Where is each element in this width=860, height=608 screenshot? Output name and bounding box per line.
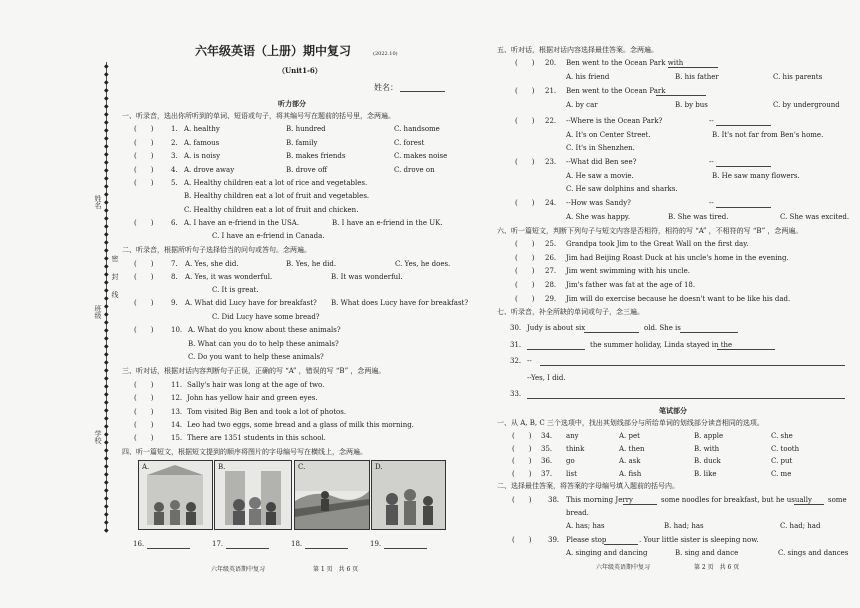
option-a: A. famous	[184, 138, 220, 147]
binding-diamond-icon: ◆	[104, 319, 109, 326]
q30-blank-1[interactable]	[584, 332, 639, 333]
exam-date: (2022.10)	[373, 51, 398, 57]
option-c: C. she	[771, 432, 793, 440]
answer-bracket[interactable]: ( )	[134, 407, 154, 416]
q7-option-a: A. Yes, she did.	[185, 260, 239, 268]
q23-reply-dash: --	[709, 158, 714, 166]
q9-option-b: B. What does Lucy have for breakfast?	[331, 299, 469, 307]
statement: Grandpa took Jim to the Great Wall on the first day.	[566, 240, 749, 248]
binding-diamond-icon: ◆	[104, 215, 109, 222]
question-number: 35.	[541, 444, 553, 453]
q31-blank-1[interactable]	[527, 349, 585, 350]
option-c: C. by underground	[773, 101, 840, 109]
binding-diamond-icon: ◆	[104, 335, 109, 342]
picture-c-label: C.	[298, 463, 306, 471]
q10-option-b: B. What can you do to help these animals?	[188, 340, 339, 348]
binding-diamond-icon: ◆	[104, 111, 109, 118]
question-number: 20.	[545, 59, 557, 67]
writing-heading: 笔试部分	[659, 406, 687, 415]
q6-number: 6.	[171, 219, 178, 227]
picture-d-label: D.	[375, 463, 383, 471]
q39-option-b: B. sing and dance	[675, 549, 739, 557]
question-number: 13.	[171, 407, 183, 416]
footer-left-page: 第 1 页 共 6 页	[313, 566, 359, 573]
answer-bracket[interactable]: ( )	[515, 253, 535, 262]
option-b: B. family	[286, 138, 318, 147]
q38-option-b: B. had; has	[664, 522, 704, 530]
option-a: A. by car	[566, 101, 598, 109]
answer-bracket[interactable]: ( )	[134, 152, 154, 160]
option-a: A. drove away	[184, 165, 235, 174]
binding-diamond-icon: ◆	[104, 511, 109, 518]
binding-diamond-icon: ◆	[104, 255, 109, 262]
exam-sheet: 姓名 班级 学校 密 封 线 六年级英语（上册）期中复习 (2022.10) （Unit1-6） 姓名： 听力部分 一、听录音，选出你所听到的单词、短语或句子，将其编号写在题前的括号里，念两遍。 ( ) 5. A. Healthy children eat a lot of rice and vegetables. B. Healthy children eat a lot of fruit and vegetables. C. Healthy children eat a lot of fruit and chicken. ( ) 6. A. I have an e-friend in the USA. B. I have an e-friend in the UK. C. I have an e-friend in Canada. 二、听录音，根据所听句子选择恰当的问句或答句。念两遍。 ( ) 7. A. Yes, she did. B. Yes, he did. C. Yes, he does. ( ) 8. A. Yes, it was wonderful. B. It was wonderful. C. It is great. ( ) 9. A. What did Lucy have for breakfast? B. What does Lucy have for breakfast? C. Did Lucy have some bread? ( ) 10. A. What do you know about these animals? B. What can you do to help these animals? C. Do you want to help these animals? 三、听对话，根据对话内容判断句子正误，正确的写 “A” ，错误的写 “B” ，念两遍。 四、听一篇短文，根据短文提到的顺序将图片的字母编号写在横线上，念两遍。 A. B. C. D. 六年级英语期中复习 第 1 页 共 6 页 五、听对话，根据对话内容选择最佳答案。念两遍。 ( ) 22. --Where is the Ocean Park? -- A. It's on Center Street. B. It's not far from Ben's home. C. It's in Shenzhen. ( ) 23. --What did Ben see? -- A. He saw a movie. B. He saw many flowers. C. He saw dolphins and sharks. ( ) 24. --How was Sandy? -- A. She was happy. B. She was tired. C. She was excited. 六、听一篇短文，判断下列句子与短文内容是否相符，相符的写 “A” ，不相符的写 “B” ，念两遍。 七、听录音，补全所缺的单词或句子，念三遍。 30. Judy is about six old. She is 31. the summer holiday, Linda stayed in the 32. -- --Yes, I did. 33. 笔试部分 一、从 A, B, C 三个选项中，找出其划线部分与所给单词的划线部分读音相同的选项。 二、选择最佳答案，将答案的字母编号填入题前的括号内。 ( ) 38. This morning Jerry some noodles for breakfast, but he usually some bread. A. has; has B. had; has C. had; had ( ) 39. Please stop . Your little sister is sleeping now. A. singing and dancing B. sing and dance C. sings and dances 六年级英语期中复习 第 2 页 共 6 页 ◆ ◆ ◆ ◆ ◆ ◆ ◆ ◆ ◆ ◆ ◆ ◆ ◆ ◆ ◆ ◆ ◆ ◆ ◆ ◆ ◆ ◆ ◆ ◆ ◆ ◆ ◆ ◆ ◆ ◆ ◆ ◆ ◆ ◆ ◆ ◆ ◆ ◆ ◆ ◆ ◆ ◆ ◆ ◆ ◆ ◆ ◆ ◆ ◆ ◆ ◆ ◆ ◆ ◆ ◆ ◆ ◆ ◆ ◆ ( ) 1. A. healthy B. hundred C. handsome ( ) 2. A. famous B. family C. forest ( ) 3. A. is noisy B. makes friends C. makes noise ( ) 4. A. drove away B. drove off C. drove on ( ) 11. Sally's hair was long at the age of two. ( ) 12. John has yellow hair and green eyes. ( ) 13. Tom visited Big Ben and took a lot of photos. ( ) 14. Leo had two eggs, some bread and a glass of milk this morning. ( ) 15. There are 1351 students in this school. 16. 17. 18. 19. ( ) 20. Ben went to the Ocean Park with A. his friend B. his father C. his parents ( ) 21. Ben went to the Ocean Park A. by car B. by bus C. by underground ( ) 25. Grandpa took Jim to the Great Wall on the first day. ( ) 26. Jim had Beijing Roast Duck at his uncle's home in the evening. ( ) 27. Jim went swimming with his uncle. ( ) 28. Jim's father was fat at the age of 18. ( ) 29. Jim will do exercise because he doesn't want to be like his dad. ( ) 34. any A. pet B. apple C. she ( ) 35. think A. then B. with C. tooth ( ) 36. go A. ask B. duck C. put ( ) 37. list A. fish B. like C. me	[0, 0, 860, 608]
q6-option-b: B. I have an e-friend in the UK.	[332, 219, 443, 227]
answer-bracket[interactable]: ( )	[512, 457, 532, 465]
q31-number: 31.	[510, 341, 522, 349]
option-b: B. makes friends	[286, 152, 346, 160]
binding-diamond-icon: ◆	[104, 239, 109, 246]
q38-number: 38.	[548, 496, 560, 504]
option-a: A. is noisy	[184, 152, 221, 160]
q22-option-a: A. It's on Center Street.	[566, 131, 651, 139]
q5-option-b: B. Healthy children eat a lot of fruit and vegetables.	[184, 192, 370, 200]
question-number: 11.	[171, 381, 183, 389]
answer-bracket[interactable]: ( )	[515, 59, 535, 67]
q32-blank[interactable]	[540, 365, 845, 366]
answer-bracket[interactable]: ( )	[515, 267, 535, 276]
binding-diamond-icon: ◆	[104, 151, 109, 158]
section-1-heading: 一、听录音，选出你所听到的单词、短语或句子，将其编号写在题前的括号里，念两遍。	[122, 112, 395, 120]
q8-option-a: A. Yes, it was wonderful.	[185, 273, 273, 281]
picture-c-great-wall	[294, 460, 370, 530]
q39-text-2: . Your little sister is sleeping now.	[639, 536, 759, 544]
question-number: 28.	[545, 281, 557, 290]
q31-blank-2[interactable]	[717, 349, 775, 350]
binding-diamond-icon: ◆	[104, 303, 109, 310]
answer-bracket[interactable]: ( )	[134, 434, 154, 443]
picture-b-family-tower	[214, 460, 292, 530]
q30-text-2: old. She is	[644, 324, 681, 332]
unit-range: （Unit1-6）	[278, 66, 322, 75]
q31-text: the summer holiday, Linda stayed in the	[590, 341, 733, 349]
binding-diamond-icon: ◆	[104, 71, 109, 78]
binding-diamond-icon: ◆	[104, 127, 109, 134]
q24-option-b: B. She was tired.	[668, 213, 729, 221]
question-number: 12.	[171, 394, 183, 403]
given-word: go	[566, 457, 575, 465]
binding-diamond-icon: ◆	[104, 63, 109, 70]
binding-diamond-icon: ◆	[104, 167, 109, 174]
sidebar-name-label: 姓名	[94, 195, 102, 209]
binding-diamond-icon: ◆	[104, 191, 109, 198]
statement: John has yellow hair and green eyes.	[187, 394, 318, 403]
q24-option-a: A. She was happy.	[566, 213, 631, 221]
binding-diamond-icon: ◆	[104, 431, 109, 438]
question-text: Ben went to the Ocean Park	[566, 87, 666, 95]
answer-bracket[interactable]: ( )	[515, 240, 535, 248]
question-number: 4.	[171, 165, 178, 174]
question-number: 26.	[545, 253, 557, 262]
q23-answer-line[interactable]	[716, 166, 771, 167]
footer-right-title: 六年级英语期中复习	[596, 564, 651, 571]
binding-diamond-icon: ◆	[104, 327, 109, 334]
q23-option-b: B. He saw many flowers.	[712, 172, 800, 180]
question-number: 2.	[171, 138, 178, 147]
q8-option-c: C. It is great.	[212, 286, 259, 294]
answer-bracket[interactable]: ( )	[515, 87, 535, 95]
q24-number: 24.	[545, 199, 557, 207]
answer-line[interactable]	[656, 95, 706, 96]
statement: There are 1351 students in this school.	[187, 434, 326, 443]
option-a: A. pet	[619, 432, 640, 440]
statement: Jim will do exercise because he doesn't want to be like his dad.	[566, 294, 791, 303]
given-word: any	[566, 432, 579, 440]
section-6-heading: 六、听一篇短文，判断下列句子与短文内容是否相符，相符的写 “A” ，不相符的写 “B” ，念两遍。	[497, 227, 803, 235]
option-b: B. like	[694, 469, 717, 478]
q23-option-c: C. He saw dolphins and sharks.	[566, 185, 678, 193]
option-a: A. fish	[619, 469, 642, 478]
section-5-heading: 五、听对话，根据对话内容选择最佳答案。念两遍。	[497, 46, 658, 54]
statement: Sally's hair was long at the age of two.	[187, 381, 325, 389]
picture-d-family-sightseeing	[371, 460, 446, 530]
option-c: C. put	[771, 457, 793, 465]
option-b: B. duck	[694, 457, 721, 465]
answer-bracket[interactable]: ( )	[134, 394, 154, 403]
q30-blank-2[interactable]	[680, 332, 738, 333]
binding-diamond-icon: ◆	[104, 311, 109, 318]
q7-number: 7.	[171, 260, 178, 268]
statement: Tom visited Big Ben and took a lot of photos.	[187, 407, 347, 416]
option-a: A. ask	[619, 457, 641, 465]
given-word: think	[566, 444, 585, 453]
section-2-heading: 二、听录音，根据所听句子选择恰当的问句或答句。念两遍。	[122, 246, 311, 254]
picture-b-label: B.	[218, 463, 226, 471]
order-number: 18.	[291, 540, 303, 548]
binding-diamond-icon: ◆	[104, 223, 109, 230]
option-b: B. drove off	[286, 165, 328, 174]
binding-diamond-icon: ◆	[104, 159, 109, 166]
order-number: 19.	[370, 540, 382, 548]
q39-option-c: C. sings and dances	[778, 549, 849, 557]
binding-diamond-icon: ◆	[104, 247, 109, 254]
q9-number: 9.	[171, 299, 178, 307]
q22-option-b: B. It's not far from Ben's home.	[712, 131, 824, 139]
q7-option-b: B. Yes, he did.	[286, 260, 337, 268]
question-text: Ben went to the Ocean Park with	[566, 59, 684, 67]
option-b: B. his father	[675, 73, 719, 81]
binding-diamond-icon: ◆	[104, 383, 109, 390]
binding-diamond-icon: ◆	[104, 415, 109, 422]
q6-option-c: C. I have an e-friend in Canada.	[212, 232, 325, 240]
binding-diamond-icon: ◆	[104, 279, 109, 286]
q32-reply: --Yes, I did.	[527, 374, 566, 382]
q24-answer-line[interactable]	[716, 207, 771, 208]
binding-diamond-icon: ◆	[104, 87, 109, 94]
writing-section-2-heading: 二、选择最佳答案，将答案的字母编号填入题前的括号内。	[497, 482, 679, 490]
q10-option-a: A. What do you know about these animals?	[188, 326, 341, 334]
footer-right-page: 第 2 页 共 6 页	[694, 564, 740, 571]
binding-diamond-icon: ◆	[104, 199, 109, 206]
binding-diamond-icon: ◆	[104, 407, 109, 414]
binding-diamond-icon: ◆	[104, 135, 109, 142]
picture-a-illustration	[139, 461, 212, 529]
q38-option-a: A. has; has	[566, 522, 605, 530]
q32-number: 32.	[510, 357, 522, 365]
q30-text-1: Judy is about six	[527, 324, 586, 332]
binding-diamond-icon: ◆	[104, 495, 109, 502]
option-c: C. forest	[394, 138, 425, 147]
question-number: 36.	[541, 457, 553, 465]
binding-diamond-icon: ◆	[104, 287, 109, 294]
binding-diamond-icon: ◆	[104, 471, 109, 478]
q6-option-a: A. I have an e-friend in the USA.	[184, 219, 300, 227]
q39-option-a: A. singing and dancing	[566, 549, 648, 557]
q9-option-c: C. Did Lucy have some bread?	[212, 313, 320, 321]
order-blank[interactable]	[305, 548, 348, 549]
q38-text-2: some noodles for breakfast, but he usually	[661, 496, 812, 504]
binding-diamond-icon: ◆	[104, 183, 109, 190]
option-b: B. hundred	[286, 125, 326, 133]
option-c: C. tooth	[771, 444, 800, 453]
q7-option-c: C. Yes, he does.	[395, 260, 451, 268]
binding-diamond-icon: ◆	[104, 503, 109, 510]
q38-text-3: some	[828, 496, 847, 504]
q39-number: 39.	[548, 536, 560, 544]
q38-option-c: C. had; had	[780, 522, 821, 530]
q22-answer-line[interactable]	[716, 125, 771, 126]
binding-diamond-icon: ◆	[104, 447, 109, 454]
question-number: 27.	[545, 267, 557, 276]
binding-diamond-icon: ◆	[104, 103, 109, 110]
answer-bracket[interactable]: ( )	[515, 281, 535, 290]
sidebar-class-label: 班级	[94, 305, 102, 319]
answer-bracket[interactable]: ( )	[515, 294, 535, 303]
binding-diamond-icon: ◆	[104, 231, 109, 238]
q39-blank[interactable]	[604, 544, 638, 545]
picture-a-church-people	[138, 460, 213, 530]
binding-diamond-icon: ◆	[104, 527, 109, 534]
sidebar-school-label: 学校	[94, 430, 102, 444]
answer-bracket[interactable]: ( )	[134, 125, 154, 133]
binding-diamond-icon: ◆	[104, 119, 109, 126]
q23-number: 23.	[545, 158, 557, 166]
q32-dash: --	[527, 357, 532, 365]
q38-text-4: bread.	[566, 509, 589, 517]
answer-bracket[interactable]: ( )	[134, 138, 154, 147]
name-field[interactable]	[400, 91, 445, 92]
q23-question: --What did Ben see?	[566, 158, 637, 166]
q10-option-c: C. Do you want to help these animals?	[188, 353, 324, 361]
binding-diamond-icon: ◆	[104, 271, 109, 278]
q33-number: 33.	[510, 390, 522, 398]
q38-blank-2[interactable]	[794, 504, 824, 505]
footer-left-title: 六年级英语期中复习	[211, 566, 266, 573]
question-number: 29.	[545, 294, 557, 303]
statement: Leo had two eggs, some bread and a glass of milk this morning.	[187, 420, 414, 429]
binding-diamond-icon: ◆	[104, 143, 109, 150]
q22-number: 22.	[545, 117, 557, 125]
binding-diamond-icon: ◆	[104, 439, 109, 446]
question-number: 14.	[171, 420, 183, 429]
binding-diamond-icon: ◆	[104, 487, 109, 494]
statement: Jim had Beijing Roast Duck at his uncle's home in the evening.	[566, 253, 789, 262]
option-c: C. handsome	[394, 125, 440, 133]
section-7-heading: 七、听录音，补全所缺的单词或句子，念三遍。	[497, 308, 644, 316]
question-number: 3.	[171, 152, 178, 160]
picture-d-illustration	[372, 461, 445, 529]
page-title: 六年级英语（上册）期中复习	[195, 44, 352, 58]
order-number: 17.	[212, 540, 224, 548]
q23-option-a: A. He saw a movie.	[566, 172, 634, 180]
question-number: 34.	[541, 432, 553, 440]
binding-diamond-icon: ◆	[104, 519, 109, 526]
binding-diamond-icon: ◆	[104, 95, 109, 102]
answer-bracket[interactable]: ( )	[512, 444, 532, 453]
binding-diamond-icon: ◆	[104, 295, 109, 302]
statement: Jim's father was fat at the age of 18.	[566, 281, 696, 290]
answer-bracket[interactable]: ( )	[134, 165, 154, 174]
option-a: A. his friend	[566, 73, 610, 81]
binding-diamond-icon: ◆	[104, 375, 109, 382]
answer-bracket[interactable]: ( )	[134, 420, 154, 429]
binding-diamond-icon: ◆	[104, 207, 109, 214]
binding-diamond-icon: ◆	[104, 463, 109, 470]
question-number: 15.	[171, 434, 183, 443]
q24-question: --How was Sandy?	[566, 199, 631, 207]
q5-number: 5.	[171, 179, 178, 187]
statement: Jim went swimming with his uncle.	[566, 267, 691, 276]
q9-option-a: A. What did Lucy have for breakfast?	[185, 299, 317, 307]
binding-diamond-icon: ◆	[104, 479, 109, 486]
q22-question: --Where is the Ocean Park?	[566, 117, 663, 125]
option-c: C. his parents	[773, 73, 823, 81]
picture-a-label: A.	[142, 463, 150, 471]
q33-blank[interactable]	[527, 398, 845, 399]
order-number: 16.	[133, 540, 145, 548]
q24-reply-dash: --	[709, 199, 714, 207]
option-a: A. healthy	[184, 125, 220, 133]
option-c: C. makes noise	[394, 152, 448, 160]
binding-diamond-icon: ◆	[104, 391, 109, 398]
q30-number: 30.	[510, 324, 522, 332]
answer-bracket[interactable]: ( )	[512, 469, 532, 478]
q8-number: 8.	[171, 273, 178, 281]
answer-bracket[interactable]: ( )	[134, 381, 154, 389]
binding-diamond-icon: ◆	[104, 423, 109, 430]
answer-line[interactable]	[668, 67, 718, 68]
binding-diamond-icon: ◆	[104, 343, 109, 350]
section-3-heading: 三、听对话，根据对话内容判断句子正误，正确的写 “A” ，错误的写 “B” ，念两遍。	[122, 367, 386, 375]
option-b: B. with	[694, 444, 720, 453]
binding-diamond-icon: ◆	[104, 455, 109, 462]
q22-option-c: C. It's in Shenzhen.	[566, 144, 635, 152]
question-number: 37.	[541, 469, 553, 478]
binding-diamond-icon: ◆	[104, 367, 109, 374]
binding-diamond-icon: ◆	[104, 351, 109, 358]
question-number: 1.	[171, 125, 178, 133]
question-number: 21.	[545, 87, 557, 95]
binding-diamond-icon: ◆	[104, 175, 109, 182]
answer-bracket[interactable]: ( )	[512, 432, 532, 440]
q38-text-1: This morning Jerry	[566, 496, 633, 504]
listening-heading: 听力部分	[278, 99, 306, 108]
section-4-heading: 四、听一篇短文，根据短文提到的顺序将图片的字母编号写在横线上，念两遍。	[122, 448, 367, 456]
q8-option-b: B. It was wonderful.	[331, 273, 403, 281]
given-word: list	[566, 469, 577, 478]
binding-diamond-icon: ◆	[104, 359, 109, 366]
q5-option-a: A. Healthy children eat a lot of rice and vegetables.	[184, 179, 368, 187]
sidebar-seal-label: 密 封 线	[111, 255, 119, 300]
order-blank[interactable]	[147, 548, 190, 549]
option-b: B. apple	[694, 432, 724, 440]
q22-reply-dash: --	[709, 117, 714, 125]
q39-text-1: Please stop	[566, 536, 607, 544]
option-c: C. drove on	[394, 165, 435, 174]
order-blank[interactable]	[384, 548, 427, 549]
option-b: B. by bus	[675, 101, 708, 109]
q24-option-c: C. She was excited.	[780, 213, 850, 221]
writing-section-1-heading: 一、从 A, B, C 三个选项中，找出其划线部分与所给单词的划线部分读音相同的选项。	[497, 419, 764, 427]
question-number: 25.	[545, 240, 557, 248]
order-blank[interactable]	[226, 548, 269, 549]
q5-option-c: C. Healthy children eat a lot of fruit and chicken.	[184, 206, 359, 214]
option-a: A. then	[619, 444, 645, 453]
binding-diamond-icon: ◆	[104, 263, 109, 270]
picture-c-illustration	[295, 461, 369, 529]
q10-number: 10.	[171, 326, 183, 334]
binding-diamond-icon: ◆	[104, 399, 109, 406]
name-label: 姓名：	[374, 83, 398, 92]
option-c: C. me	[771, 469, 792, 478]
picture-b-illustration	[215, 461, 291, 529]
q38-blank-1[interactable]	[623, 504, 657, 505]
binding-diamond-icon: ◆	[104, 79, 109, 86]
